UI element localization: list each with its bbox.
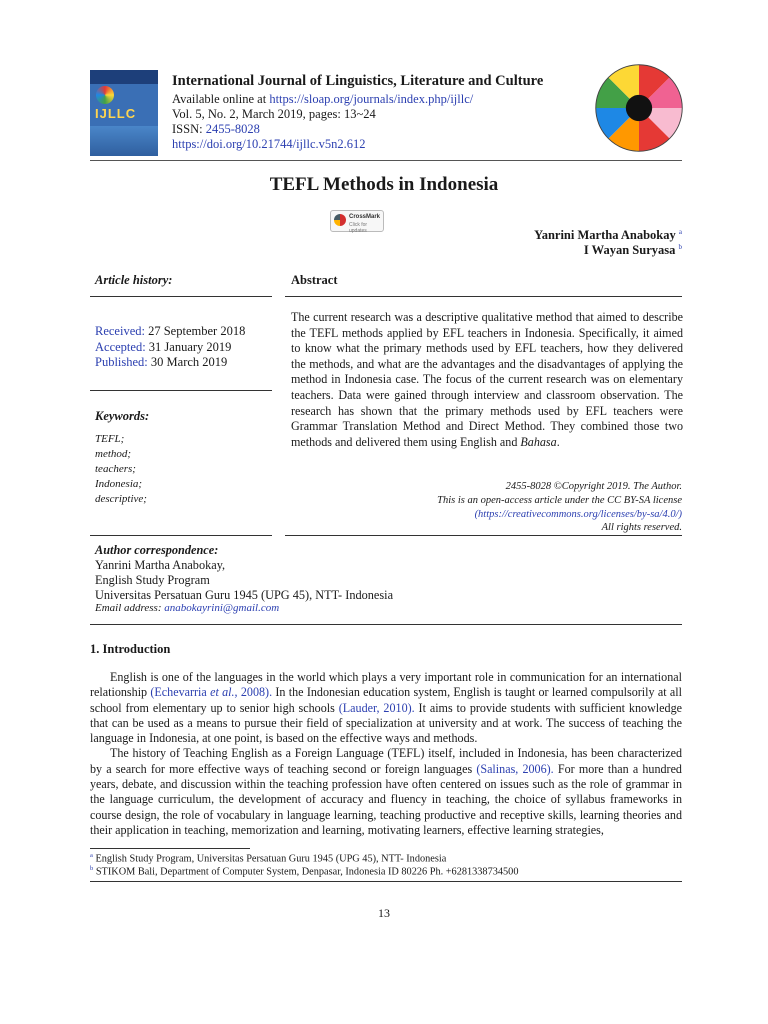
citation-link[interactable]: (Echevarria et al., 2008).	[150, 685, 273, 700]
crossmark-button[interactable]	[330, 210, 384, 232]
issn-line: ISSN: 2455-8028	[172, 122, 260, 136]
author-2: I Wayan Suryasa $^b$	[583, 243, 682, 258]
author-correspondence	[95, 543, 393, 603]
keyword-item: descriptive;	[95, 493, 147, 505]
author-1: Yanrini Martha Anabokay $^a$	[534, 228, 682, 243]
page-number: 13	[378, 906, 390, 920]
citation-link[interactable]: (Lauder, 2010).	[338, 700, 415, 715]
copyright-line: 2455-8028 ©Copyright 2019. The Author.	[505, 481, 682, 492]
crossmark-sub: Click for updates	[349, 222, 368, 234]
history-rule	[90, 296, 272, 297]
crossmark-label: CrossMark	[349, 214, 381, 220]
corr-rule-right	[285, 535, 682, 536]
keyword-item: method;	[95, 448, 132, 460]
correspondence-email-line: Email address: anabokayrini@gmail.com	[95, 602, 280, 614]
section-rule	[90, 624, 682, 625]
journal-url-link[interactable]: https://sloap.org/journals/index.php/ijllc/	[269, 92, 474, 106]
section-heading: 1. Introduction	[90, 642, 171, 656]
abstract-text: The current research was a descriptive qualitative method that aimed to describe the TEFL methods applied by EFL teachers in Indonesia. Specifically, it aimed to know what the primary methods used by EFL teachers, how they delivered the methods, and what are the advantages and the disadvantages of applying the method in Indonesia case. The focus of the current research was on elementary teachers. Data were gained through interview and classroom observation. The research has shown that the primary methods used by EFL teachers were Grammar Translation Method and Direct Method. They combined those two methods and delivered them using English and Bahasa.	[291, 310, 683, 449]
keyword-item: Indonesia;	[95, 478, 143, 490]
issn-link[interactable]: 2455-8028	[205, 122, 260, 136]
keyword-item: TEFL;	[95, 433, 125, 445]
author-2-affil[interactable]: b	[678, 243, 682, 251]
paper-title: TEFL Methods in Indonesia	[269, 174, 499, 195]
cover-title: IJLLC	[95, 106, 137, 121]
abstract-heading: Abstract	[291, 273, 338, 287]
correspondence-name: Yanrini Martha Anabokay,	[95, 558, 226, 572]
header-divider	[90, 160, 682, 161]
keyword-item: teachers;	[95, 463, 136, 475]
footnote-rule	[90, 848, 250, 849]
received-date: Received: 27 September 2018	[95, 324, 246, 338]
keywords-heading: Keywords:	[95, 409, 150, 423]
correspondence-dept: English Study Program	[95, 573, 210, 587]
article-history-heading: Article history:	[95, 273, 173, 287]
author-1-affil[interactable]: a	[678, 228, 682, 236]
correspondence-heading: Author correspondence:	[95, 543, 219, 557]
footnote-a: $^a$ English Study Program, Universitas Persatuan Guru 1945 (UPG 45), NTT- Indonesia	[90, 852, 447, 865]
journal-logo-wheel-icon	[592, 61, 686, 155]
footnote-b: $^b$ STIKOM Bali, Department of Computer System, Denpasar, Indonesia ID 80226 Ph. +6281338734500	[90, 865, 519, 878]
license-line: This is an open-access article under the CC BY-SA license	[437, 495, 682, 506]
journal-logo-icon	[96, 86, 114, 104]
accepted-date: Accepted: 31 January 2019	[95, 340, 232, 354]
license-link[interactable]: (https://creativecommons.org/licenses/by-sa/4.0/)	[474, 509, 682, 520]
doi-link[interactable]: https://doi.org/10.21744/ijllc.v5n2.612	[172, 137, 366, 151]
correspondence-univ: Universitas Persatuan Guru 1945 (UPG 45), NTT- Indonesia	[95, 588, 394, 602]
crossmark-icon	[334, 214, 346, 226]
keywords-rule-top	[90, 390, 272, 391]
journal-title: International Journal of Linguistics, Literature and Culture	[172, 73, 544, 89]
available-online-line: Available online at https://sloap.org/journals/index.php/ijllc/	[172, 92, 474, 106]
corr-rule-left	[90, 535, 272, 536]
journal-cover-image	[90, 70, 158, 156]
citation-link[interactable]: (Salinas, 2006).	[476, 761, 554, 776]
volume-info: Vol. 5, No. 2, March 2019, pages: 13~24	[172, 107, 376, 121]
rights-line: All rights reserved.	[601, 522, 682, 533]
published-date: Published: 30 March 2019	[95, 355, 228, 369]
email-link[interactable]: anabokayrini@gmail.com	[164, 602, 280, 614]
abstract-rule	[285, 296, 682, 297]
footer-rule	[90, 881, 682, 882]
intro-paragraph-1: English is one of the languages in the world which plays a very important role in communication for an international relationship (Echevarria et al., 2008). In the Indonesian education system, English is taught or learned compulsorily at all school from elementary up to senior high schools (Lauder, 2010). It aims to provide students with sufficient knowledge that can be used as a means to pursue their field of specialization at university and at work. The success of teaching the language in Indonesia, at one point, is based on the effective ways and methods. The history of Teaching English as a Foreign Language (TEFL) itself, included in Indonesia, has been characterized by a search for more effective ways of teaching second or foreign languages (Salinas, 2006). For more than a hundred years, debate, and discussion within the teaching profession have often centered on issues such as the role of grammar in the language curriculum, the development of accuracy and fluency in teaching, the choice of syllabus frameworks in course design, the role of vocabulary in language learning, teaching productive and receptive skills, learning theories and their application in teaching, memorization and learning, motivating learners, effective learning strategies,	[90, 670, 682, 837]
